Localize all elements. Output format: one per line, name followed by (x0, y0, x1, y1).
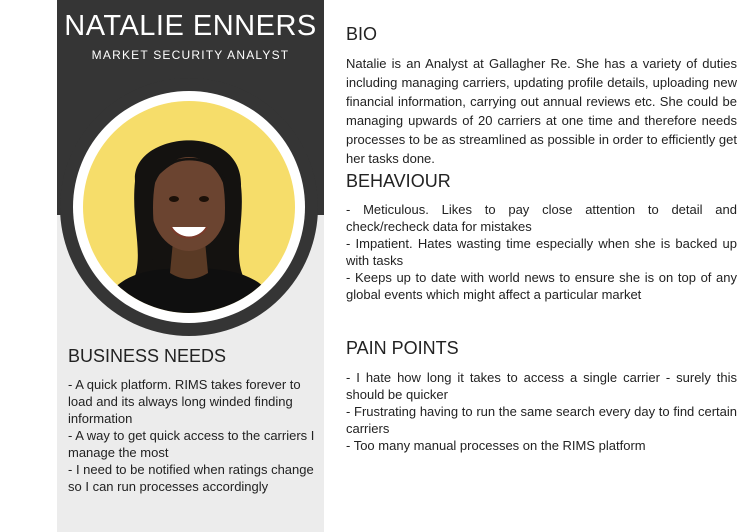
list-item: - I need to be notified when ratings change so I can run processes accordingly (68, 462, 314, 494)
list-item: - Frustrating having to run the same search every day to find certain carriers (346, 404, 737, 436)
list-item: - Meticulous. Likes to pay close attention to detail and check/recheck data for mistakes (346, 202, 737, 234)
list-item: - A quick platform. RIMS takes forever to load and its always long winded finding information (68, 377, 301, 426)
behaviour-heading: BEHAVIOUR (346, 171, 451, 191)
business-needs-heading: BUSINESS NEEDS (68, 346, 227, 366)
photo-frame (60, 78, 318, 336)
bio-heading: BIO (346, 24, 378, 44)
list-item: - A way to get quick access to the carriers I manage the most (68, 428, 315, 460)
list-item: - Too many manual processes on the RIMS platform (346, 438, 646, 453)
pain-points-list (346, 370, 737, 456)
portrait-photo (83, 101, 295, 313)
pain-points-heading: PAIN POINTS (346, 338, 459, 358)
persona-panel (57, 0, 324, 532)
persona-name: NATALIE ENNERS (64, 10, 317, 42)
persona-role: MARKET SECURITY ANALYST (91, 48, 290, 62)
business-needs-list (68, 376, 320, 495)
behaviour-list (346, 202, 737, 304)
list-item: - Impatient. Hates wasting time especially when she is backed up with tasks (346, 236, 737, 268)
list-item: - I hate how long it takes to access a single carrier - surely this should be quicker (346, 370, 737, 402)
list-item: - Keeps up to date with world news to ensure she is on top of any global events which might affect a particular market (346, 270, 737, 302)
photo-border (73, 91, 305, 323)
bio-text: Natalie is an Analyst at Gallagher Re. She has a variety of duties including managing carriers, updating profile details, uploading new financial information, carrying out annual reviews etc. She could be managing upwards of 20 carriers at one time and therefore needs processes to be as streamlined as possible in order to efficiently get her tasks done. (346, 56, 737, 166)
